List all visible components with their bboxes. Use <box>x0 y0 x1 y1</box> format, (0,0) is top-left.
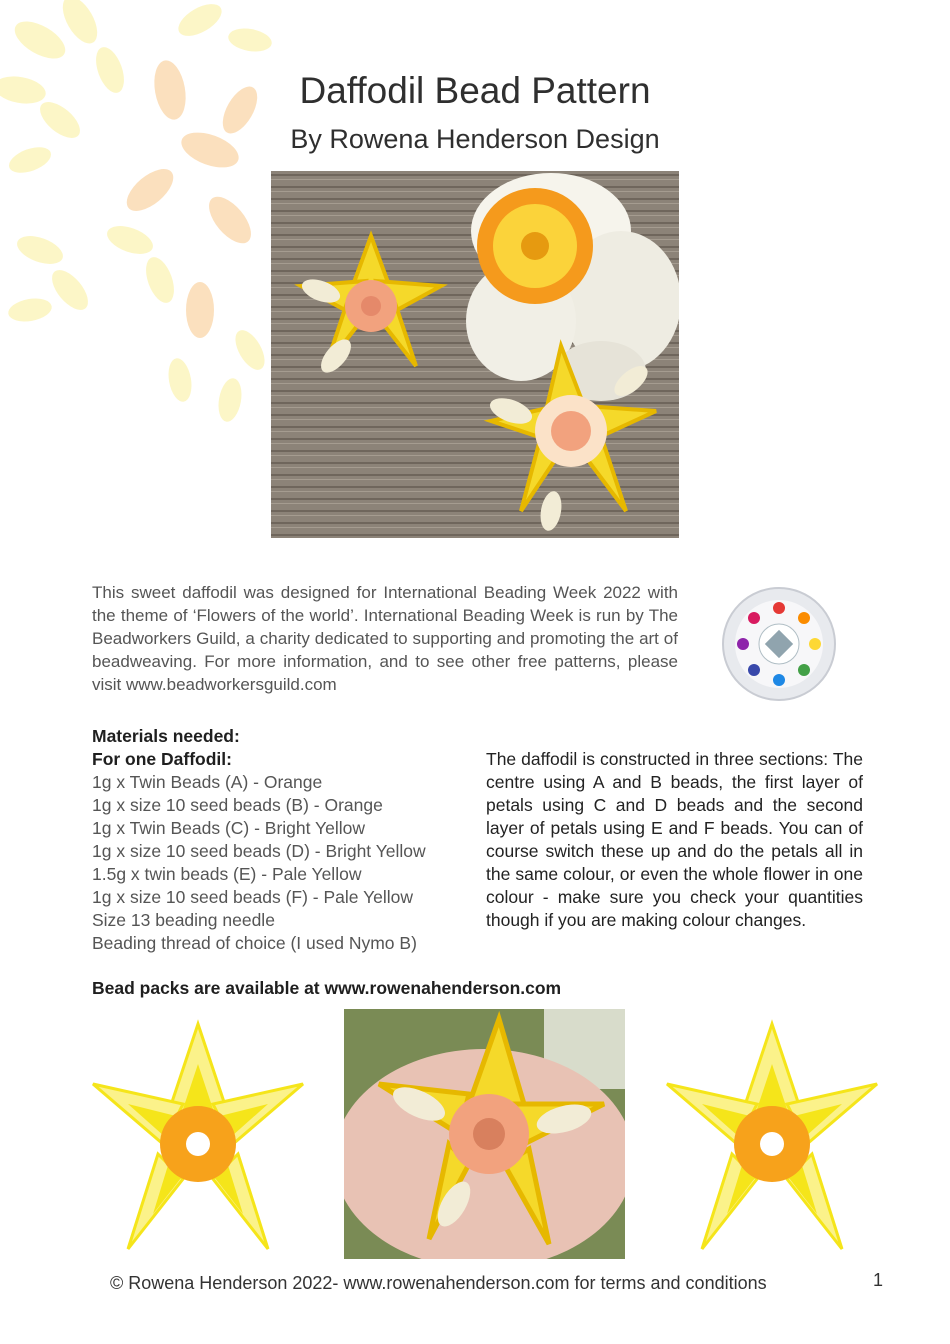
pattern-diagram-right <box>660 1014 880 1262</box>
page-subtitle: By Rowena Henderson Design <box>290 124 660 154</box>
photo-daffodil-in-hand <box>344 1009 625 1259</box>
footer-copyright: © Rowena Henderson 2022- www.rowenahenderson.com for terms and conditions <box>110 1273 767 1293</box>
pattern-diagram-left <box>88 1014 308 1262</box>
construction-paragraph: The daffodil is constructed in three sections: The centre using A and B beads, the first layer of petals using C and D beads and the second layer of petals using E and F beads. You can of course switch these up and do the petals all in the same colour, or even the whole flower in one colour - make sure you check your quantities though if you are making colour changes. <box>486 749 863 930</box>
list-item: 1g x Twin Beads (C) - Bright Yellow <box>92 818 366 838</box>
list-item: Size 13 beading needle <box>92 910 275 930</box>
background-flower-decoration <box>0 0 300 430</box>
page-title: Daffodil Bead Pattern <box>299 70 651 111</box>
bead-packs-note: Bead packs are available at www.rowenahenderson.com <box>92 978 562 998</box>
page-number: 1 <box>873 1270 884 1290</box>
materials-subheading: For one Daffodil: <box>92 749 232 769</box>
hero-photo-daffodil-beadwork <box>271 171 679 538</box>
materials-heading: Materials needed: <box>92 726 240 746</box>
list-item: 1g x Twin Beads (A) - Orange <box>92 772 323 792</box>
international-beading-week-badge-logo <box>721 586 837 702</box>
list-item: 1g x size 10 seed beads (B) - Orange <box>92 795 383 815</box>
list-item: 1.5g x twin beads (E) - Pale Yellow <box>92 864 362 884</box>
list-item: Beading thread of choice (I used Nymo B) <box>92 933 417 953</box>
list-item: 1g x size 10 seed beads (D) - Bright Yellow <box>92 841 426 861</box>
list-item: 1g x size 10 seed beads (F) - Pale Yellow <box>92 887 414 907</box>
materials-list <box>92 725 472 955</box>
intro-paragraph: This sweet daffodil was designed for International Beading Week 2022 with the theme of ‘Flowers of the world’. International Beading Week is run by The Beadworkers Guild, a charity dedicated to supporting and promoting the art of beadweaving. For more information, and to see other free patterns, please visit www.beadworkersguild.com <box>92 583 678 694</box>
